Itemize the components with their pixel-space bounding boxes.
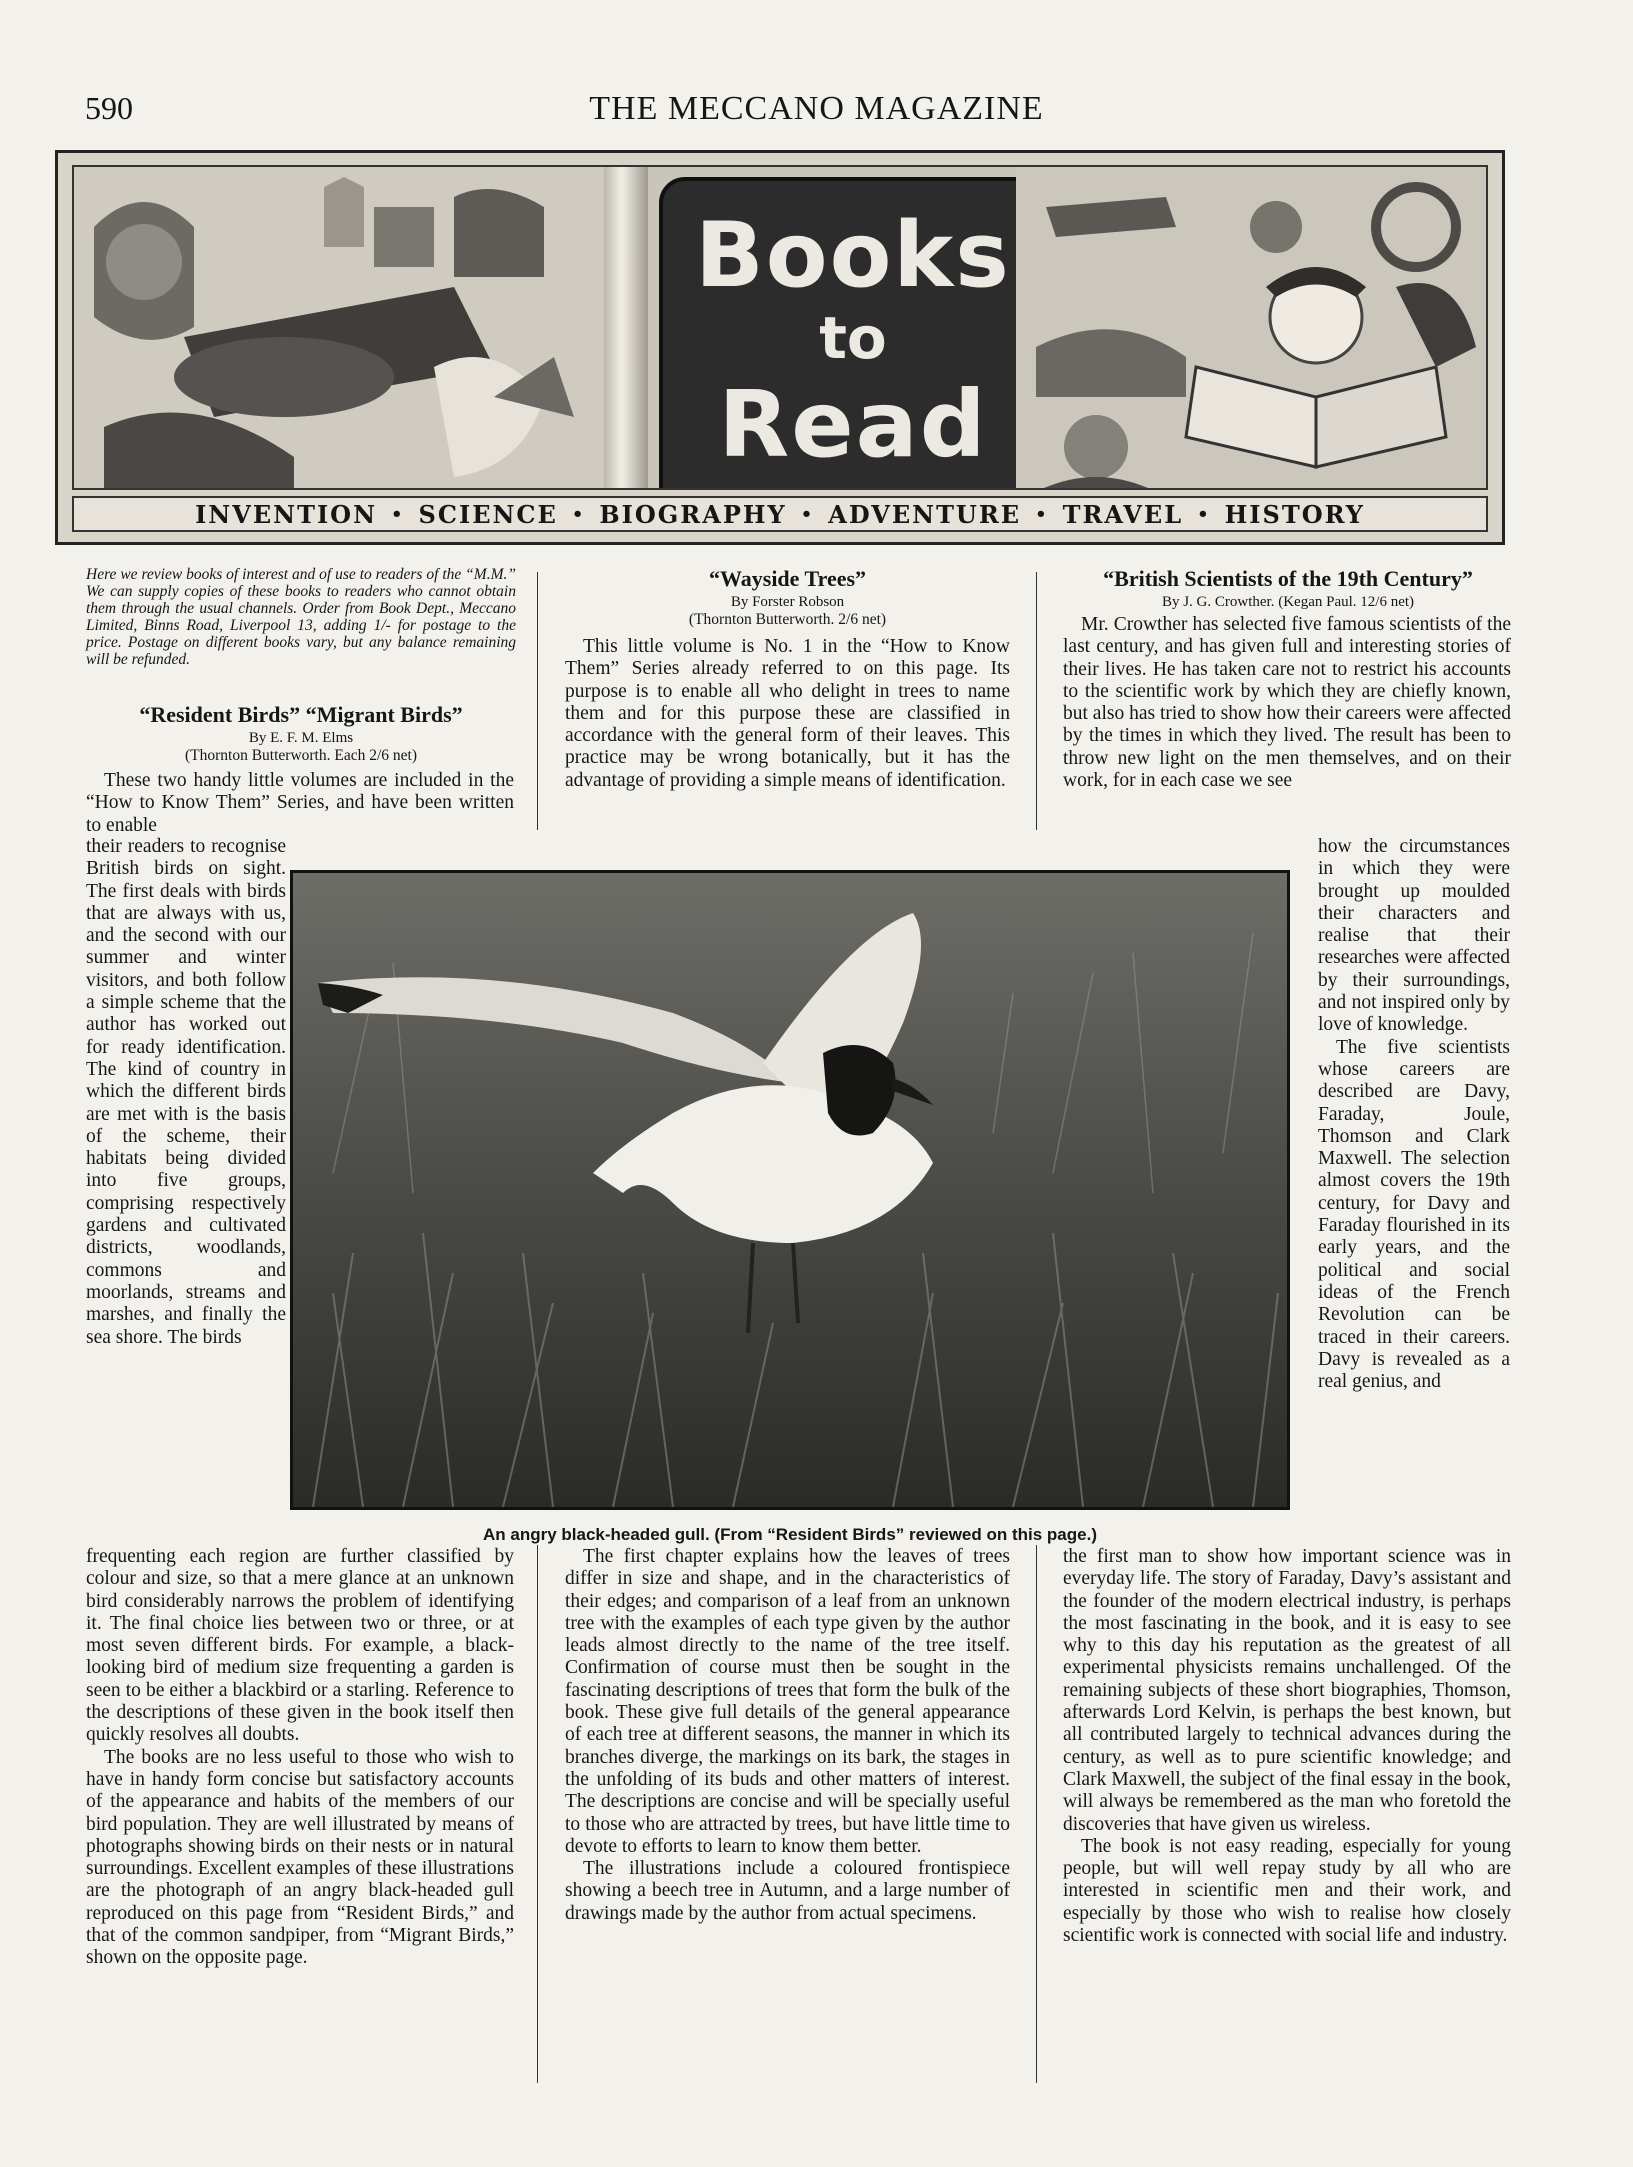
left-pillar bbox=[604, 167, 648, 488]
photo-caption: An angry black-headed gull. (From “Resident Birds” reviewed on this page.) bbox=[482, 1525, 1097, 1544]
topic-separator: • bbox=[391, 503, 405, 525]
topic-separator: • bbox=[800, 503, 815, 525]
paragraph: Mr. Crowther has selected five famous scientists of the last century, and has given full and interesting stories of their lives. He has taken care not to restrict his accounts to the scientific work by which they are chiefly known, but also has tried to show how their careers were affected by the times in which they lived. The result has been to throw new light on the men themselves, and on their work, for in each case we see bbox=[1063, 614, 1511, 792]
page-number: 590 bbox=[85, 90, 133, 126]
page-header bbox=[0, 90, 1633, 130]
topic-separator: • bbox=[571, 503, 586, 525]
article-byline: By J. G. Crowther. (Kegan Paul. 12/6 net) bbox=[1161, 594, 1415, 610]
magazine-title: THE MECCANO MAGAZINE bbox=[589, 90, 1044, 127]
topic-separator: • bbox=[1197, 503, 1211, 525]
paragraph: The books are no less useful to those who wish to have in handy form concise but satisfactory accounts of the appearance and habits of the members of our bird population. They are well illustrated by means of photographs showing birds on their nests or in natural surroundings. Excellent examples of these illustrations are the photograph of an angry black-headed gull reproduced on this page from “Resident Birds,” and that of the common sandpiper, from “Migrant Birds,” shown on the opposite page. bbox=[86, 1746, 514, 1969]
paragraph: The illustrations include a coloured frontispiece showing a beech tree in Autumn, and a large number of drawings made by the author from actual specimens. bbox=[565, 1858, 1010, 1924]
column-rule bbox=[537, 572, 538, 830]
topic-adventure: ADVENTURE bbox=[828, 499, 1022, 529]
article-byline: By Forster Robson bbox=[730, 594, 845, 610]
paragraph: the first man to show how important science was in everyday life. The story of Faraday, Davy’s assistant and the founder of the modern electrical industry, is perhaps the most fascinating in the book, and it is easy to see why to this day his reputation as the greatest of all experimental physicists remains unchallenged. Of the remaining subjects of these short biographies, Thomson, afterwards Lord Kelvin, is perhaps the best known, but all contributed largely to technical advances during the century, as well as to pure scientific knowledge; and Clark Maxwell, the subject of the final essay in the book, will always be remembered as the man who foretold the discoveries that have given us wireless. bbox=[1063, 1546, 1511, 1835]
paragraph: This little volume is No. 1 in the “How to Know Them” Series already referred to on this page. Its purpose is to enable all who delight in trees to name them and for this purpose these are classified in accordance with the general form of their leaves. This practice may be wrong botanically, but it has the advantage of providing a simple means of identification. bbox=[565, 636, 1010, 791]
intro-note: Here we review books of interest and of use to readers of the “M.M.” We can supply copies of these books to readers who cannot obtain them through the usual channels. Order from Book Dept., Meccano Limited, Binns Road, Liverpool 13, adding 1/- for postage to the price. Postage on different books vary, but any balance remaining will be refunded. bbox=[86, 566, 516, 668]
article-title: “British Scientists of the 19th Century” bbox=[1103, 566, 1473, 591]
adventure-scene-illustration bbox=[74, 167, 604, 490]
reading-scene-illustration bbox=[1016, 167, 1486, 490]
column-rule bbox=[537, 1545, 538, 2083]
banner-illustration bbox=[72, 165, 1488, 490]
banner-title-panel bbox=[659, 177, 1047, 490]
article-imprint: (Thornton Butterworth. 2/6 net) bbox=[688, 611, 887, 628]
topic-invention: INVENTION bbox=[195, 499, 378, 529]
paragraph: frequenting each region are further classified by colour and size, so that a mere glance at an unknown bird considerably narrows the problem of identifying it. The final choice lies between two or three, or at most seven different birds. For example, a black-looking bird of medium size frequenting a garden is seen to be either a blackbird or a starling. Reference to the descriptions of these given in the book itself then quickly resolves all doubts. bbox=[86, 1546, 514, 1746]
topic-strip bbox=[72, 496, 1488, 532]
paragraph: The first chapter explains how the leaves of trees differ in size and shape, and in the characteristics of their edges; and comparison of a leaf from an unknown tree with the examples of each type given by the author leads almost directly to the name of the tree itself. Confirmation of course must then be sought in the fascinating descriptions of trees that form the bulk of the book. These give full details of the general appearance of each tree at different seasons, the manner in which its branches diverge, the markings on its bark, the stages in the unfolding of its buds and other matters of interest. The descriptions are concise and will be specially useful to those who are attracted by trees, but have little time to devote to efforts to learn to know them better. bbox=[565, 1546, 1010, 1857]
article-title: “Wayside Trees” bbox=[708, 566, 867, 591]
gull-photograph bbox=[290, 870, 1290, 1510]
paragraph: how the circumstances in which they were brought up moulded their characters and realise that their researches were affected by their surroundings, and not inspired only by love of knowledge. bbox=[1318, 836, 1510, 1036]
topic-history: HISTORY bbox=[1224, 499, 1365, 529]
paragraph: The book is not easy reading, especially for young people, but will well repay study by all who are interested in scientific men and their work, and especially by those who wish to realise how closely scientific work is connected with social life and industry. bbox=[1063, 1835, 1511, 1947]
column-rule bbox=[1036, 1545, 1037, 2083]
article-imprint: (Thornton Butterworth. Each 2/6 net) bbox=[184, 747, 417, 764]
banner-title-read: Read bbox=[718, 371, 988, 478]
books-to-read-banner bbox=[55, 150, 1505, 545]
banner-title-books: Books bbox=[695, 203, 1011, 308]
black-headed-gull-image bbox=[293, 873, 1287, 1507]
column-rule bbox=[1036, 572, 1037, 830]
paragraph: These two handy little volumes are included in the “How to Know Them” Series, and have been written to enable bbox=[86, 770, 514, 836]
article-title: “Resident Birds” “Migrant Birds” bbox=[139, 702, 463, 727]
topic-biography: BIOGRAPHY bbox=[599, 499, 787, 529]
topic-science: SCIENCE bbox=[418, 499, 558, 529]
topic-travel: TRAVEL bbox=[1062, 499, 1184, 529]
paragraph: The five scientists whose careers are described are Davy, Faraday, Joule, Thomson and Clark Maxwell. The selection almost covers the 19th century, for Davy and Faraday flourished in its early years, and the political and social ideas of the French Revolution can be traced in their careers. Davy is revealed as a real genius, and bbox=[1318, 1036, 1510, 1393]
topic-separator: • bbox=[1035, 503, 1049, 525]
article-byline: By E. F. M. Elms bbox=[248, 730, 354, 746]
paragraph: their readers to recognise British birds on sight. The first deals with birds that are always with us, and the second with our summer and winter visitors, and both follow a simple scheme that the author has worked out for ready identification. The kind of country in which the different birds are met with is the basis of the scheme, their habitats being divided into five groups, comprising respectively gardens and cultivated districts, woodlands, commons and moorlands, streams and marshes, and finally the sea shore. The birds bbox=[86, 836, 286, 1348]
banner-title-to: to bbox=[819, 304, 887, 372]
